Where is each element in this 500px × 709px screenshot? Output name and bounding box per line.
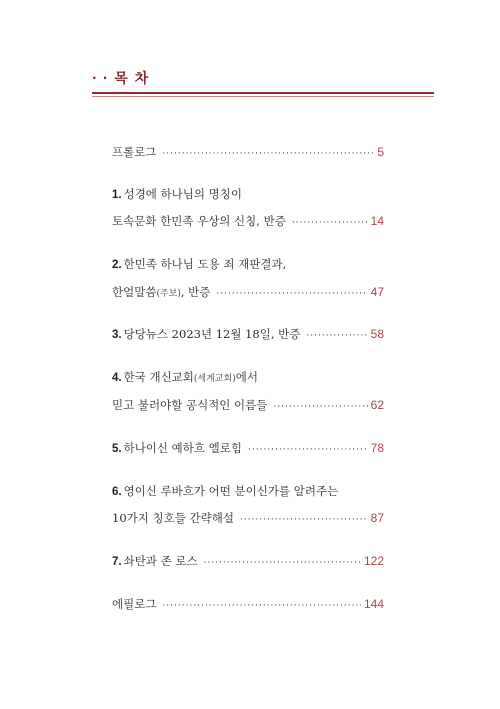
- leader-dots: [162, 598, 361, 614]
- header-rule-thick: [92, 92, 434, 94]
- entry-subtitle: 10가지 칭호들 간략해설: [112, 511, 234, 525]
- page-number: 58: [370, 327, 384, 341]
- toc-entry-5[interactable]: [112, 440, 384, 458]
- leader-dots: [162, 146, 374, 162]
- entry-number: 4.: [112, 372, 122, 384]
- toc-entry-2-line2[interactable]: [112, 284, 384, 302]
- page-number: 14: [370, 214, 384, 228]
- toc-title: 목 차: [114, 71, 150, 87]
- toc-entry-2-line1[interactable]: [112, 256, 384, 273]
- entry-title-note: (세계교회): [193, 374, 236, 384]
- entry-title-end: 에서: [235, 370, 258, 384]
- entry-subtitle-note: (주보): [156, 289, 181, 299]
- entry-title: 에필로그: [112, 597, 157, 611]
- leader-dots: [240, 512, 368, 528]
- toc-entry-6-line2[interactable]: [112, 510, 384, 528]
- entry-subtitle: 한얼말씀: [112, 285, 157, 299]
- toc-entry-1-line1[interactable]: [112, 186, 384, 203]
- page-number: 78: [370, 441, 384, 455]
- entry-subtitle: 토속문화 한민족 우상의 신칭, 반증: [112, 214, 286, 228]
- entry-number: 1.: [112, 189, 122, 201]
- entry-number: 2.: [112, 259, 122, 271]
- page-number: 87: [370, 511, 384, 525]
- leader-dots: [216, 286, 367, 302]
- toc-entry-3[interactable]: [112, 326, 384, 344]
- toc-header: [92, 68, 149, 88]
- entry-number: 7.: [112, 556, 122, 568]
- toc-entry-4-line1[interactable]: [112, 369, 384, 387]
- page-number: 47: [370, 285, 384, 299]
- leader-dots: [204, 555, 361, 571]
- entry-subtitle: 믿고 불러야할 공식적인 이름들: [112, 398, 268, 412]
- entry-title: 영이신 루바흐가 어떤 분이신가를 알려주는: [123, 484, 339, 498]
- entry-title: 프롤로그: [112, 145, 157, 159]
- entry-title: 솨탄과 존 로스: [123, 554, 198, 568]
- entry-number: 6.: [112, 486, 122, 498]
- toc-entry-7[interactable]: [112, 553, 384, 571]
- page-number: 144: [363, 597, 384, 611]
- toc-entry-1-line2[interactable]: [112, 213, 384, 231]
- entry-number: 5.: [112, 443, 122, 455]
- toc-entry-6-line1[interactable]: [112, 483, 384, 500]
- entry-title: 한국 개신교회: [123, 370, 194, 384]
- toc-entry-prologue[interactable]: [112, 144, 384, 162]
- entry-title: 하나이신 예하흐 엘로힘: [123, 441, 242, 455]
- header-dots: · ·: [92, 71, 109, 85]
- page-number: 122: [363, 554, 384, 568]
- page-number: 62: [370, 398, 384, 412]
- entry-title: 한민족 하나님 도용 죄 재판결과,: [123, 257, 287, 271]
- leader-dots: [292, 215, 368, 231]
- leader-dots: [248, 442, 368, 458]
- header-rule-thin: [92, 96, 434, 97]
- entry-number: 3.: [112, 329, 122, 341]
- entry-title: 성경에 하나님의 명칭이: [123, 187, 242, 201]
- leader-dots: [273, 399, 367, 415]
- toc-entry-4-line2[interactable]: [112, 397, 384, 415]
- entry-title: 당당뉴스 2023년 12월 18일, 반증: [123, 327, 301, 341]
- toc-entry-epilogue[interactable]: [112, 596, 384, 614]
- page-number: 5: [377, 145, 384, 159]
- leader-dots: [306, 328, 367, 344]
- entry-subtitle-end: , 반증: [180, 285, 211, 299]
